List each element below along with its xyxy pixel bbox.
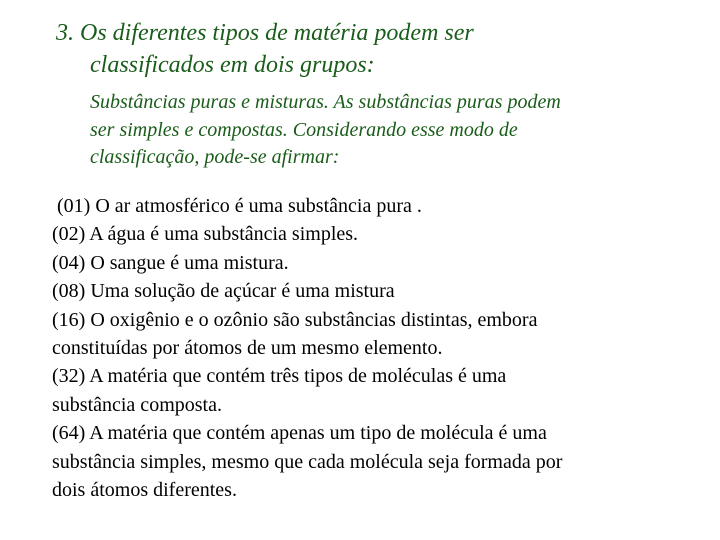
question-title [56, 17, 676, 81]
statement-16: (16) O oxigênio e o ozônio são substâncias distintas, embora [52, 308, 538, 331]
statement-16-continued: constituídas por átomos de um mesmo elemento. [52, 337, 443, 360]
question-title-line: 3. Os diferentes tipos de matéria podem ser [56, 20, 474, 46]
question-intro-line: Substâncias puras e misturas. As substâncias puras podem [90, 91, 561, 113]
statement-01: (01) O ar atmosférico é uma substância pura . [57, 195, 422, 217]
question-intro-line: ser simples e compostas. Considerando esse modo de [90, 118, 518, 141]
statement-32: (32) A matéria que contém três tipos de moléculas é uma [52, 365, 507, 388]
statement-32-continued: substância composta. [52, 393, 222, 416]
statement-04: (04) O sangue é uma mistura. [52, 251, 289, 274]
statement-list [52, 192, 692, 504]
statement-08: (08) Uma solução de açúcar é uma mistura [52, 280, 395, 303]
question-intro-line: classificação, pode-se afirmar: [90, 146, 340, 168]
statement-02: (02) A água é uma substância simples. [52, 223, 359, 246]
statement-64: (64) A matéria que contém apenas um tipo de molécula é uma [52, 422, 547, 445]
statement-64-continued: substância simples, mesmo que cada molécula seja formada por [52, 450, 563, 473]
question-title-line: classificados em dois grupos: [90, 52, 375, 78]
question-intro [90, 89, 690, 172]
statement-64-continued: dois átomos diferentes. [52, 479, 237, 502]
